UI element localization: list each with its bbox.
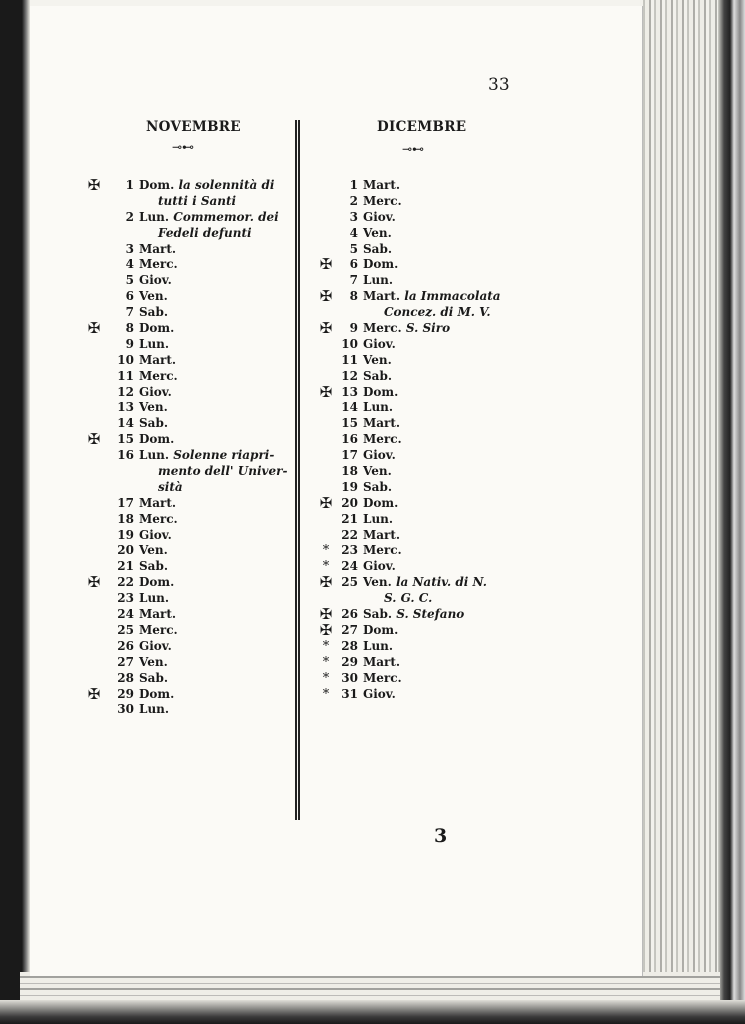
calendar-day-row xyxy=(318,671,491,687)
calendar-day-row xyxy=(318,493,491,512)
weekday-label: Dom. xyxy=(139,321,175,336)
weekday xyxy=(363,687,396,703)
weekday-label: Sab. xyxy=(139,559,169,574)
page-edges-shadow xyxy=(718,0,745,1024)
weekday xyxy=(139,448,274,464)
calendar-day-row xyxy=(86,607,287,623)
day-number: 19 xyxy=(341,479,358,494)
asterisk-icon: * xyxy=(322,559,330,575)
maltese-cross-icon: ✠ xyxy=(319,319,333,338)
page-number: 33 xyxy=(488,75,510,95)
day-number: 13 xyxy=(341,384,358,399)
calendar-day-row xyxy=(318,528,491,544)
day-number: 10 xyxy=(341,336,358,351)
calendar-day-row xyxy=(318,273,491,289)
weekday-label: Sab. xyxy=(139,670,169,685)
day-number: 5 xyxy=(125,273,134,288)
calendar-day-row xyxy=(86,655,287,671)
feast-note-continuation: mento dell' Univer- xyxy=(158,464,288,479)
weekday-label: Merc. xyxy=(363,193,402,208)
asterisk-icon: * xyxy=(322,654,330,670)
weekday xyxy=(139,575,174,591)
feast-note: S. Siro xyxy=(405,321,451,336)
weekday-label: Lun. xyxy=(363,400,394,415)
weekday-label: Mart. xyxy=(363,178,401,192)
weekday xyxy=(139,178,274,194)
day-number: 11 xyxy=(341,352,358,367)
day-number: 30 xyxy=(117,702,134,717)
day-number: 28 xyxy=(117,670,134,685)
day-number: 17 xyxy=(117,495,134,510)
weekday xyxy=(363,543,402,559)
day-number: 14 xyxy=(117,416,134,431)
day-number: 23 xyxy=(117,591,134,606)
weekday-label: Lun. xyxy=(139,591,170,606)
calendar-day-row xyxy=(86,639,287,655)
calendar-day-row xyxy=(86,432,287,448)
calendar-day-row xyxy=(318,464,491,480)
weekday-label: Sab. xyxy=(139,416,169,431)
weekday-label: Dom. xyxy=(363,384,399,399)
weekday xyxy=(363,337,396,353)
weekday xyxy=(139,512,178,528)
weekday-label: Mart. xyxy=(363,654,401,669)
weekday xyxy=(363,575,487,591)
weekday-label: Lun. xyxy=(139,336,170,351)
weekday xyxy=(139,337,169,353)
signature-mark: 3 xyxy=(434,825,448,847)
day-number: 26 xyxy=(341,607,358,622)
weekday xyxy=(363,210,396,226)
calendar-day-row xyxy=(318,210,491,226)
weekday xyxy=(139,353,176,369)
feast-note-continuation: Fedeli defunti xyxy=(158,225,252,240)
weekday xyxy=(363,242,392,258)
weekday-label: Dom. xyxy=(363,622,399,637)
day-number: 4 xyxy=(349,225,358,240)
weekday-label: Merc. xyxy=(139,511,178,526)
weekday xyxy=(363,671,402,687)
weekday-label: Sab. xyxy=(363,241,393,256)
day-number: 8 xyxy=(125,321,134,336)
day-number: 20 xyxy=(117,543,134,558)
weekday-label: Giov. xyxy=(139,638,172,653)
maltese-cross-icon: ✠ xyxy=(87,573,101,592)
feast-note-continuation: sità xyxy=(158,479,183,494)
weekday xyxy=(139,400,168,416)
weekday xyxy=(363,273,393,289)
weekday xyxy=(139,687,174,703)
weekday xyxy=(139,416,168,432)
weekday xyxy=(363,432,402,448)
bottom-shadow xyxy=(0,1000,745,1024)
day-number: 30 xyxy=(341,670,358,685)
weekday xyxy=(139,242,176,258)
asterisk-icon: * xyxy=(322,686,330,702)
weekday-label: Dom. xyxy=(363,495,399,510)
book-spine xyxy=(0,0,30,1024)
weekday-label: Ven. xyxy=(363,225,392,240)
weekday xyxy=(139,543,168,559)
day-number: 12 xyxy=(117,384,134,399)
calendar-day-row xyxy=(86,305,287,321)
calendar-day-row xyxy=(318,353,491,369)
day-number: 12 xyxy=(341,368,358,383)
day-number: 20 xyxy=(341,495,358,510)
feast-note: la Immacolata xyxy=(404,289,501,304)
weekday-label: Lun. xyxy=(363,511,394,526)
dicembre-heading: DICEMBRE xyxy=(377,119,467,135)
calendar-day-row xyxy=(86,273,287,289)
calendar-day-row xyxy=(86,178,287,194)
ornament-rule: ⊸⊷ xyxy=(402,142,425,156)
weekday-label: Giov. xyxy=(363,559,396,574)
day-number: 15 xyxy=(117,432,134,447)
calendar-day-row xyxy=(318,512,491,528)
calendar-day-row xyxy=(318,639,491,655)
novembre-list xyxy=(86,178,287,718)
day-number: 1 xyxy=(125,178,134,192)
calendar-day-row xyxy=(318,687,491,703)
weekday-label: Mart. xyxy=(363,416,401,431)
calendar-day-row xyxy=(318,382,491,401)
calendar-day-row xyxy=(318,226,491,242)
calendar-day-row xyxy=(86,337,287,353)
calendar-day-row xyxy=(86,416,287,432)
day-number: 2 xyxy=(125,209,134,224)
weekday-label: Ven. xyxy=(363,352,392,367)
weekday-label: Mart. xyxy=(363,527,401,542)
calendar-day-row xyxy=(318,194,491,210)
calendar-day-row xyxy=(318,655,491,671)
asterisk-icon: * xyxy=(322,543,330,559)
weekday xyxy=(363,480,392,496)
weekday xyxy=(363,559,396,575)
calendar-day-row xyxy=(318,620,491,639)
day-number: 1 xyxy=(349,178,358,192)
maltese-cross-icon: ✠ xyxy=(87,319,101,338)
maltese-cross-icon: ✠ xyxy=(319,493,333,512)
calendar-day-row xyxy=(318,575,491,591)
weekday xyxy=(139,289,168,305)
day-number: 14 xyxy=(341,400,358,415)
weekday-label: Lun. xyxy=(363,273,394,288)
column-divider xyxy=(295,120,300,820)
dicembre-list xyxy=(318,178,501,702)
weekday xyxy=(363,178,400,194)
calendar-day-row xyxy=(318,607,491,623)
day-number: 16 xyxy=(117,448,134,463)
weekday-label: Ven. xyxy=(139,400,168,415)
day-number: 26 xyxy=(117,638,134,653)
day-number: 6 xyxy=(125,289,134,304)
day-number: 6 xyxy=(349,257,358,272)
calendar-day-row xyxy=(318,400,491,416)
maltese-cross-icon: ✠ xyxy=(87,176,101,194)
day-number: 5 xyxy=(349,241,358,256)
weekday xyxy=(363,639,393,655)
day-number: 24 xyxy=(117,607,134,622)
novembre-heading: NOVEMBRE xyxy=(146,119,241,135)
day-number: 4 xyxy=(125,257,134,272)
weekday-label: Ven. xyxy=(363,464,392,479)
weekday-label: Merc. xyxy=(363,321,402,336)
weekday xyxy=(363,496,398,512)
calendar-day-row xyxy=(318,178,491,194)
day-number: 9 xyxy=(125,336,134,351)
weekday-label: Giov. xyxy=(363,448,396,463)
calendar-day-row xyxy=(86,210,287,226)
day-number: 21 xyxy=(117,559,134,574)
calendar-day-row xyxy=(318,416,491,432)
weekday-label: Giov. xyxy=(363,686,396,701)
calendar-day-row xyxy=(86,289,287,305)
day-number: 18 xyxy=(117,511,134,526)
weekday-label: Mart. xyxy=(139,495,177,510)
calendar-day-row xyxy=(86,684,287,703)
day-number: 18 xyxy=(341,464,358,479)
maltese-cross-icon: ✠ xyxy=(319,605,333,624)
calendar-day-row xyxy=(86,369,287,385)
weekday xyxy=(139,559,168,575)
weekday-label: Merc. xyxy=(363,670,402,685)
day-number: 9 xyxy=(349,321,358,336)
day-number: 24 xyxy=(341,559,358,574)
weekday xyxy=(139,305,168,321)
weekday-label: Merc. xyxy=(139,257,178,272)
weekday-label: Merc. xyxy=(139,368,178,383)
feast-note: Solenne riapri- xyxy=(173,448,275,463)
weekday xyxy=(363,528,400,544)
weekday xyxy=(363,464,392,480)
weekday xyxy=(139,385,172,401)
day-number: 17 xyxy=(341,448,358,463)
maltese-cross-icon: ✠ xyxy=(319,573,333,592)
calendar-day-row xyxy=(86,448,287,464)
calendar-day-row xyxy=(86,385,287,401)
day-number: 29 xyxy=(341,654,358,669)
feast-note-continuation: tutti i Santi xyxy=(158,193,237,208)
day-number: 31 xyxy=(341,686,358,701)
weekday xyxy=(139,369,178,385)
day-number: 16 xyxy=(341,432,358,447)
feast-note: S. Stefano xyxy=(396,607,465,622)
weekday xyxy=(139,655,168,671)
calendar-day-row xyxy=(318,257,491,273)
weekday xyxy=(139,639,172,655)
weekday xyxy=(139,623,178,639)
feast-note-continuation: Concez. di M. V. xyxy=(384,305,491,320)
weekday-label: Ven. xyxy=(139,543,168,558)
calendar-day-row xyxy=(86,671,287,687)
weekday-label: Lun. xyxy=(139,448,170,463)
calendar-day-row xyxy=(318,287,501,306)
calendar-day-row xyxy=(86,400,287,416)
day-number: 23 xyxy=(341,543,358,558)
calendar-day-row xyxy=(86,528,287,544)
weekday-label: Dom. xyxy=(139,432,175,447)
calendar-day-row xyxy=(318,432,491,448)
weekday xyxy=(139,607,176,623)
weekday xyxy=(363,194,402,210)
weekday-label: Giov. xyxy=(363,336,396,351)
day-number: 13 xyxy=(117,400,134,415)
weekday xyxy=(363,257,398,273)
weekday-label: Mart. xyxy=(139,241,177,256)
weekday xyxy=(363,385,398,401)
calendar-day-row xyxy=(86,591,287,607)
maltese-cross-icon: ✠ xyxy=(319,382,333,401)
day-number: 11 xyxy=(117,368,134,383)
calendar-day-row xyxy=(86,353,287,369)
day-number: 3 xyxy=(125,241,134,256)
weekday-label: Merc. xyxy=(139,622,178,637)
weekday xyxy=(363,289,501,305)
weekday-label: Sab. xyxy=(363,607,393,622)
maltese-cross-icon: ✠ xyxy=(87,684,101,703)
weekday xyxy=(363,369,392,385)
weekday-label: Mart. xyxy=(139,352,177,367)
weekday xyxy=(363,448,396,464)
day-number: 28 xyxy=(341,638,358,653)
weekday xyxy=(139,210,279,226)
calendar-day-row xyxy=(318,337,491,353)
weekday-label: Ven. xyxy=(139,654,168,669)
weekday xyxy=(363,353,392,369)
weekday-label: Dom. xyxy=(139,178,175,192)
maltese-cross-icon: ✠ xyxy=(319,287,333,306)
calendar-day-row xyxy=(86,321,287,337)
calendar-day-row xyxy=(86,257,287,273)
weekday-label: Mart. xyxy=(363,289,401,304)
day-number: 7 xyxy=(125,305,134,320)
weekday xyxy=(363,226,392,242)
day-number: 7 xyxy=(349,273,358,288)
weekday xyxy=(363,623,398,639)
maltese-cross-icon: ✠ xyxy=(319,620,333,639)
day-number: 19 xyxy=(117,527,134,542)
weekday-label: Ven. xyxy=(363,575,392,590)
day-number: 22 xyxy=(117,575,134,590)
day-number: 3 xyxy=(349,209,358,224)
calendar-day-row xyxy=(318,321,491,337)
day-number: 8 xyxy=(349,289,358,304)
day-number: 27 xyxy=(117,654,134,669)
weekday xyxy=(363,655,400,671)
day-number: 25 xyxy=(117,622,134,637)
calendar-day-row xyxy=(318,242,491,258)
weekday-label: Dom. xyxy=(363,257,399,272)
ornament-rule: ⊸⊷ xyxy=(172,140,195,154)
calendar-day-row xyxy=(86,559,287,575)
weekday xyxy=(139,528,172,544)
weekday-label: Sab. xyxy=(363,368,393,383)
weekday xyxy=(363,416,400,432)
calendar-day-row xyxy=(86,242,287,258)
weekday-label: Dom. xyxy=(139,575,175,590)
weekday xyxy=(139,591,169,607)
weekday-label: Giov. xyxy=(139,527,172,542)
weekday xyxy=(363,400,393,416)
feast-note-continuation: S. G. C. xyxy=(384,591,433,606)
weekday xyxy=(139,702,169,718)
weekday-label: Lun. xyxy=(363,638,394,653)
weekday xyxy=(363,512,393,528)
weekday-label: Mart. xyxy=(139,607,177,622)
weekday-label: Giov. xyxy=(139,273,172,288)
asterisk-icon: * xyxy=(322,638,330,654)
day-number: 22 xyxy=(341,527,358,542)
calendar-day-row xyxy=(318,480,491,496)
day-number: 10 xyxy=(117,352,134,367)
weekday-label: Sab. xyxy=(139,305,169,320)
calendar-day-row xyxy=(86,512,287,528)
day-number: 15 xyxy=(341,416,358,431)
maltese-cross-icon: ✠ xyxy=(87,430,101,449)
calendar-day-row xyxy=(318,543,491,559)
day-number: 29 xyxy=(117,686,134,701)
day-number: 2 xyxy=(349,193,358,208)
weekday-label: Merc. xyxy=(363,432,402,447)
weekday xyxy=(139,257,178,273)
feast-note: Commemor. dei xyxy=(173,209,279,224)
feast-note: la Nativ. di N. xyxy=(395,575,487,590)
calendar-day-row xyxy=(86,623,287,639)
calendar-day-row xyxy=(86,575,287,591)
weekday xyxy=(363,607,464,623)
weekday-label: Lun. xyxy=(139,702,170,717)
weekday xyxy=(139,321,174,337)
calendar-day-row xyxy=(318,448,491,464)
maltese-cross-icon: ✠ xyxy=(319,255,333,274)
day-number: 25 xyxy=(341,575,358,590)
calendar-day-row xyxy=(318,559,491,575)
weekday-label: Merc. xyxy=(363,543,402,558)
weekday-label: Dom. xyxy=(139,686,175,701)
weekday xyxy=(139,432,174,448)
weekday xyxy=(139,496,176,512)
asterisk-icon: * xyxy=(322,670,330,686)
weekday-label: Lun. xyxy=(139,209,170,224)
weekday-label: Giov. xyxy=(139,384,172,399)
day-number: 21 xyxy=(341,511,358,526)
feast-note: la solennità di xyxy=(178,178,275,192)
weekday xyxy=(139,273,172,289)
weekday-label: Ven. xyxy=(139,289,168,304)
weekday xyxy=(139,671,168,687)
weekday-label: Giov. xyxy=(363,209,396,224)
calendar-day-row xyxy=(86,702,287,718)
calendar-day-row xyxy=(86,543,287,559)
calendar-day-row xyxy=(318,369,491,385)
weekday-label: Sab. xyxy=(363,479,393,494)
calendar-day-row xyxy=(86,496,287,512)
weekday xyxy=(363,321,450,337)
day-number: 27 xyxy=(341,622,358,637)
